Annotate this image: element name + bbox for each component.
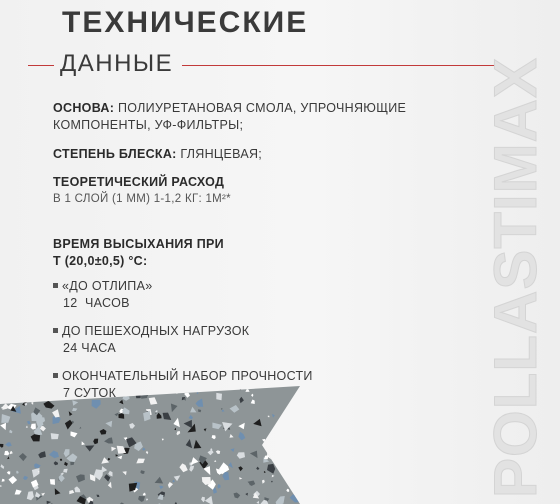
spec-base-value-1: ПОЛИУРЕТАНОВАЯ СМОЛА, УПРОЧНЯЮЩИЕ — [117, 101, 407, 115]
spec-base-value-2: КОМПОНЕНТЫ, УФ-ФИЛЬТРЫ; — [53, 118, 244, 132]
drying-item-time: 24 ЧАСА — [63, 341, 116, 355]
svg-text:POLLASTIMAX: POLLASTIMAX — [482, 57, 549, 498]
spec-consumption-label: ТЕОРЕТИЧЕСКИЙ РАСХОД — [53, 175, 225, 189]
page-subtitle: ДАННЫЕ — [60, 50, 174, 77]
spec-base-label: ОСНОВА: — [53, 101, 115, 115]
spec-gloss-label: СТЕПЕНЬ БЛЕСКА: — [53, 147, 177, 161]
drying-item-time: 7 СУТОК — [63, 386, 117, 400]
spec-drying-label-2: T (20,0±0,5) °C: — [53, 254, 148, 268]
spec-drying-label-1: ВРЕМЯ ВЫСЫХАНИЯ ПРИ — [53, 237, 224, 251]
drying-item-time: 12 ЧАСОВ — [63, 296, 130, 310]
spec-gloss-value: ГЛЯНЦЕВАЯ; — [180, 147, 263, 161]
spec-consumption-value: В 1 СЛОЙ (1 ММ) 1-1,2 КГ: 1М²* — [53, 193, 231, 205]
drying-item-title: «ДО ОТЛИПА» — [62, 279, 153, 293]
drying-item-title: ДО ПЕШЕХОДНЫХ НАГРУЗОК — [62, 324, 250, 338]
drying-item-title: ОКОНЧАТЕЛЬНЫЙ НАБОР ПРОЧНОСТИ — [62, 369, 313, 383]
page-title: ТЕХНИЧЕСКИЕ — [62, 6, 309, 39]
